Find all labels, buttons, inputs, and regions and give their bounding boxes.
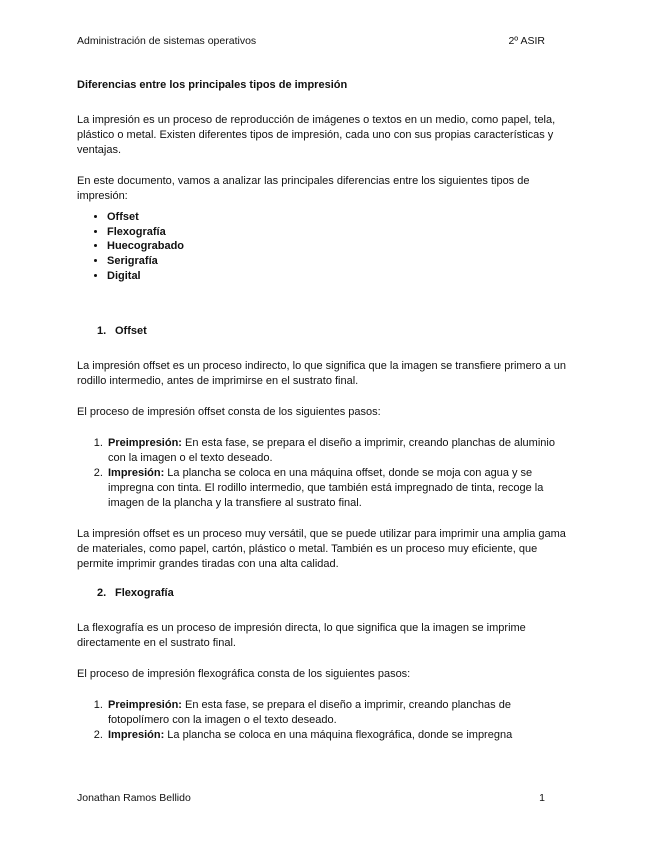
footer-author: Jonathan Ramos Bellido [77,792,191,804]
section-heading-flexografia [77,586,567,601]
list-item: • Serigrafía [107,254,567,269]
section-paragraph: La impresión offset es un proceso indirecto, lo que significa que la imagen se transfiere primero a un rodillo intermedio, antes de imprimirse en el sustrato final. [77,359,566,387]
section-paragraph: El proceso de impresión offset consta de los siguientes pasos: [77,405,381,418]
document-title: Diferencias entre los principales tipos de impresión [77,79,348,91]
document-body [77,78,567,743]
step-term: Impresión: [108,728,165,741]
section-title: Flexografía [115,586,174,599]
header-course: Administración de sistemas operativos [77,35,257,47]
section-number: 1. [97,324,107,337]
step-text: La plancha se coloca en una máquina offset, donde se moja con agua y se impregna con tinta. El rodillo intermedio, que también está impregnado de tinta, recoge la imagen de la plancha y la transfiere al sustrato final. [108,466,544,509]
steps-list [77,698,567,743]
list-item: • Flexografía [107,225,567,240]
intro-paragraph: La impresión es un proceso de reproducción de imágenes o textos en un medio, como papel, tela, plástico o metal. Existen diferentes tipos de impresión, cada uno con sus propias características y ventajas. [77,114,556,156]
intro-paragraph: En este documento, vamos a analizar las principales diferencias entre los siguientes tipos de impresión: [77,175,530,202]
step-text: En esta fase, se prepara el diseño a imprimir, creando planchas de aluminio con la imagen o el texto deseado. [108,436,555,464]
section-paragraph: El proceso de impresión flexográfica consta de los siguientes pasos: [77,667,411,680]
list-item: • Digital [107,269,567,284]
section-paragraph: La impresión offset es un proceso muy versátil, que se puede utilizar para imprimir una amplia gama de materiales, como papel, cartón, plástico o metal. También es un proceso muy eficiente, que permite imprimir grandes tiradas con una alta calidad. [77,527,566,570]
list-item [106,466,567,511]
page-header [77,35,545,47]
section-number: 2. [97,586,107,599]
step-text: En esta fase, se prepara el diseño a imprimir, creando planchas de fotopolímero con la imagen o el texto deseado. [108,698,511,726]
list-item [106,698,567,728]
list-item: • Huecograbado [107,239,567,254]
list-item: • Offset [107,210,567,225]
section-paragraph: La flexografía es un proceso de impresión directa, lo que significa que la imagen se imprime directamente en el sustrato final. [77,621,526,649]
list-item [106,728,567,743]
print-types-list [77,210,567,284]
step-term: Impresión: [108,466,165,479]
page-footer [77,792,545,804]
step-term: Preimpresión: [108,436,182,449]
step-text: La plancha se coloca en una máquina flexográfica, donde se impregna [164,728,513,741]
list-item [106,436,567,466]
header-group: 2º ASIR [508,35,545,47]
step-term: Preimpresión: [108,698,182,711]
page-number: 1 [539,792,545,804]
steps-list [77,436,567,511]
section-title: Offset [115,324,147,337]
section-heading-offset [77,324,567,339]
